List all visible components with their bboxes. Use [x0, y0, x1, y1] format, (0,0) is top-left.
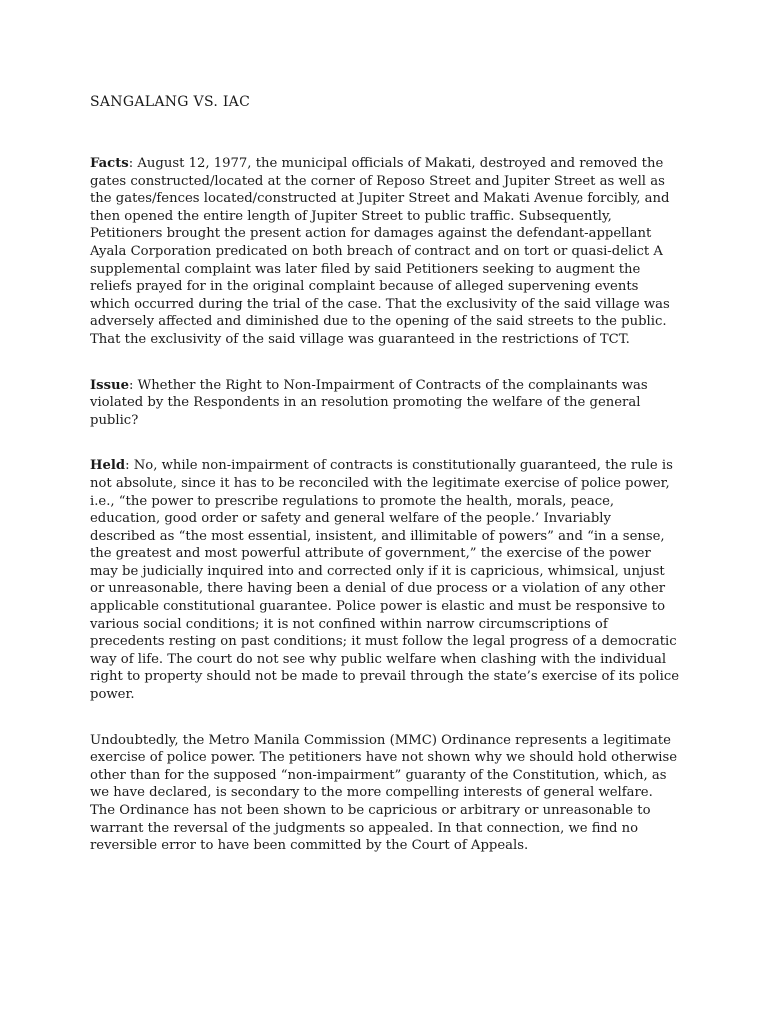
conclusion-paragraph: Undoubtedly, the Metro Manila Commission (MMC) Ordinance represents a legitimate exercise of police power. The petitioners have not shown why we should hold otherwise other than for the supposed “non-impairment” guaranty of the Constitution, which, as we have declared, is secondary to the more compelling interests of general welfare. The Ordinance has not been shown to be capricious or arbitrary or unreasonable to warrant the reversal of the judgments so appealed. In that connection, we find no reversible error to have been committed by the Court of Appeals.	[90, 732, 678, 854]
facts-text: : August 12, 1977, the municipal officials of Makati, destroyed and removed the gates constructed/located at the corner of Reposo Street and Jupiter Street as well as the gates/fences located/constructed at Jupiter Street and Makati Avenue forcibly, and then opened the entire length of Jupiter Street to public traffic. Subsequently, Petitioners brought the present action for damages against the defendant-appellant Ayala Corporation predicated on both breach of contract and on tort or quasi-delict A supplemental complaint was later filed by said Petitioners seeking to augment the reliefs prayed for in the original complaint because of alleged supervening events which occurred during the trial of the case. That the exclusivity of the said village was adversely affected and diminished due to the opening of the said streets to the public. That the exclusivity of the said village was guaranteed in the restrictions of TCT.	[90, 156, 670, 347]
issue-text: : Whether the Right to Non-Impairment of Contracts of the complainants was violated by the Respondents in an resolution promoting the welfare of the general public?	[90, 377, 648, 428]
facts-paragraph	[90, 155, 680, 349]
issue-paragraph	[90, 377, 680, 430]
held-text: : No, while non-impairment of contracts is constitutionally guaranteed, the rule is not absolute, since it has to be reconciled with the legitimate exercise of police power, i.e., “the power to prescribe regulations to promote the health, morals, peace, education, good order or safety and general welfare of the people.’ Invariably described as “the most essential, insistent, and illimitable of powers” and “in a sense, the greatest and most powerful attribute of government,” the exercise of the power may be judicially inquired into and corrected only if it is capricious, whimsical, unjust or unreasonable, there having been a denial of due process or a violation of any other applicable constitutional guarantee. Police power is elastic and must be responsive to various social conditions; it is not confined within narrow circumscriptions of precedents resting on past conditions; it must follow the legal progress of a democratic way of life. The court do not see why public welfare when clashing with the individual right to property should not be made to prevail through the state’s exercise of its police power.	[90, 458, 680, 703]
facts-label: Facts	[90, 156, 129, 171]
held-paragraph	[90, 457, 680, 703]
issue-label: Issue	[90, 377, 129, 393]
case-title: SANGALANG VS. IAC	[90, 94, 251, 110]
document-page	[90, 94, 680, 855]
held-label: Held	[90, 458, 126, 474]
